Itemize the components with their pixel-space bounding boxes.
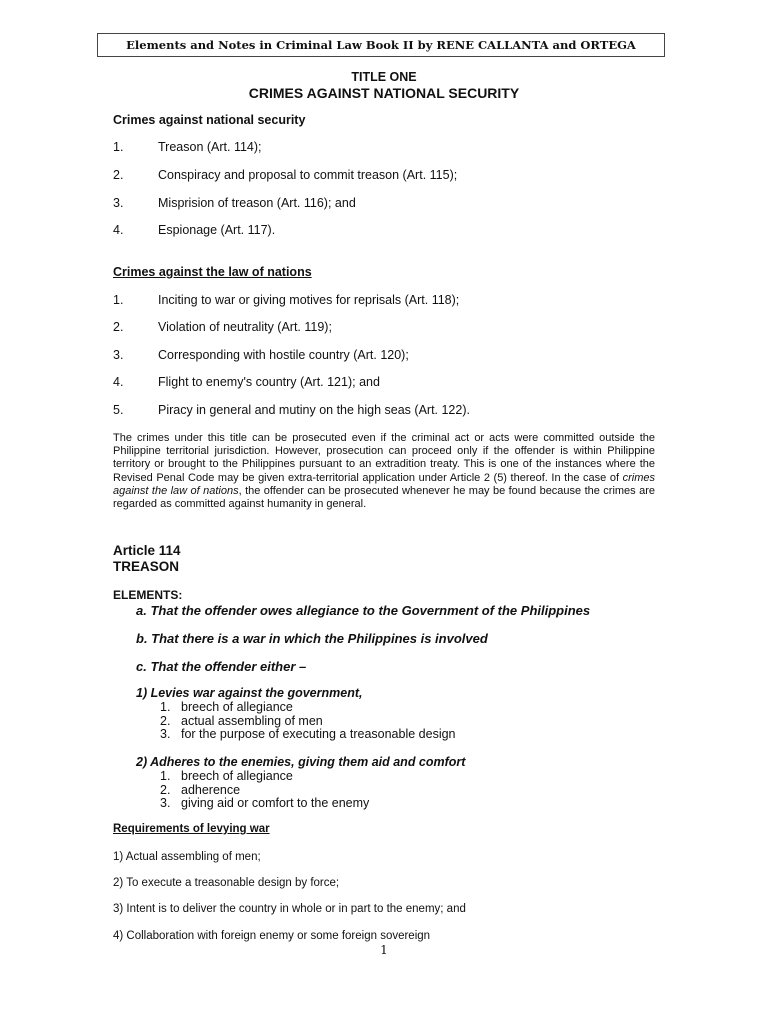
extraterritorial-paragraph xyxy=(113,432,655,511)
sub-item-number: 1. xyxy=(160,700,171,714)
list-item-number: 3. xyxy=(113,348,124,362)
list-item-text: Flight to enemy's country (Art. 121); and xyxy=(158,375,380,389)
list-item-text: Piracy in general and mutiny on the high seas (Art. 122). xyxy=(158,403,470,417)
page-number: 1 xyxy=(380,943,388,957)
element-a: a. That the offender owes allegiance to the Government of the Philippines xyxy=(136,603,591,618)
requirement-item: 2) To execute a treasonable design by force; xyxy=(113,877,340,889)
sub-item-number: 1. xyxy=(160,769,171,783)
levies-war-heading: 1) Levies war against the government, xyxy=(136,686,363,700)
sub-item-text: adherence xyxy=(181,783,241,797)
list-item-number: 5. xyxy=(113,403,124,417)
list-item-text: Violation of neutrality (Art. 119); xyxy=(158,320,332,334)
list-item-text: Corresponding with hostile country (Art. 120); xyxy=(158,348,409,362)
article-number: Article 114 xyxy=(113,543,181,558)
sub-item-text: for the purpose of executing a treasonable design xyxy=(181,727,456,741)
sub-item-number: 2. xyxy=(160,783,171,797)
title-line-1: TITLE ONE xyxy=(351,70,417,84)
paragraph-text: The crimes under this title can be prosecuted even if the criminal act or acts were committed outside the Philippine territorial jurisdiction. However, prosecution can proceed only if the offender is within Philippine territory or brought to the Philippines pursuant to an extradition treaty. This is one of the instances where the Revised Penal Code may be given extra-territorial application under Article 2 (5) thereof. In the case of xyxy=(113,432,655,484)
title-line-2: CRIMES AGAINST NATIONAL SECURITY xyxy=(248,85,520,101)
list-item-text: Inciting to war or giving motives for reprisals (Art. 118); xyxy=(158,293,460,307)
list-item-number: 2. xyxy=(113,168,124,182)
sub-item-number: 3. xyxy=(160,727,171,741)
list-item-number: 1. xyxy=(113,293,124,307)
paragraph-text: , the offender can be prosecuted whenever he may be found because the crimes are regarded as committed against humanity in general. xyxy=(113,484,655,511)
adheres-heading: 2) Adheres to the enemies, giving them aid and comfort xyxy=(136,755,466,769)
list-item-number: 3. xyxy=(113,196,124,210)
element-b: b. That there is a war in which the Philippines is involved xyxy=(136,631,488,646)
sub-item-text: giving aid or comfort to the enemy xyxy=(181,796,370,810)
sub-item-number: 2. xyxy=(160,714,171,728)
section-heading-law-of-nations: Crimes against the law of nations xyxy=(113,265,312,279)
list-item-number: 2. xyxy=(113,320,124,334)
element-c: c. That the offender either – xyxy=(136,659,307,674)
document-header: Elements and Notes in Criminal Law Book II by RENE CALLANTA and ORTEGA xyxy=(97,33,665,57)
sub-item-text: breech of allegiance xyxy=(181,769,293,783)
sub-item-text: breech of allegiance xyxy=(181,700,293,714)
paragraph-italic-phrase: crimes against the law of nations xyxy=(113,471,655,497)
list-item-number: 4. xyxy=(113,375,124,389)
list-item-number: 4. xyxy=(113,223,124,237)
list-item-text: Treason (Art. 114); xyxy=(158,140,262,154)
requirement-item: 3) Intent is to deliver the country in whole or in part to the enemy; and xyxy=(113,903,466,915)
list-item-text: Conspiracy and proposal to commit treason (Art. 115); xyxy=(158,168,458,182)
requirement-item: 4) Collaboration with foreign enemy or some foreign sovereign xyxy=(113,930,431,942)
section-heading-national-security: Crimes against national security xyxy=(113,113,306,127)
requirement-item: 1) Actual assembling of men; xyxy=(113,851,261,863)
list-item-number: 1. xyxy=(113,140,124,154)
sub-item-text: actual assembling of men xyxy=(181,714,323,728)
requirements-heading: Requirements of levying war xyxy=(113,823,270,835)
elements-heading: ELEMENTS: xyxy=(113,588,183,602)
list-item-text: Espionage (Art. 117). xyxy=(158,223,276,237)
article-title: TREASON xyxy=(113,559,180,574)
sub-item-number: 3. xyxy=(160,796,171,810)
list-item-text: Misprision of treason (Art. 116); and xyxy=(158,196,356,210)
